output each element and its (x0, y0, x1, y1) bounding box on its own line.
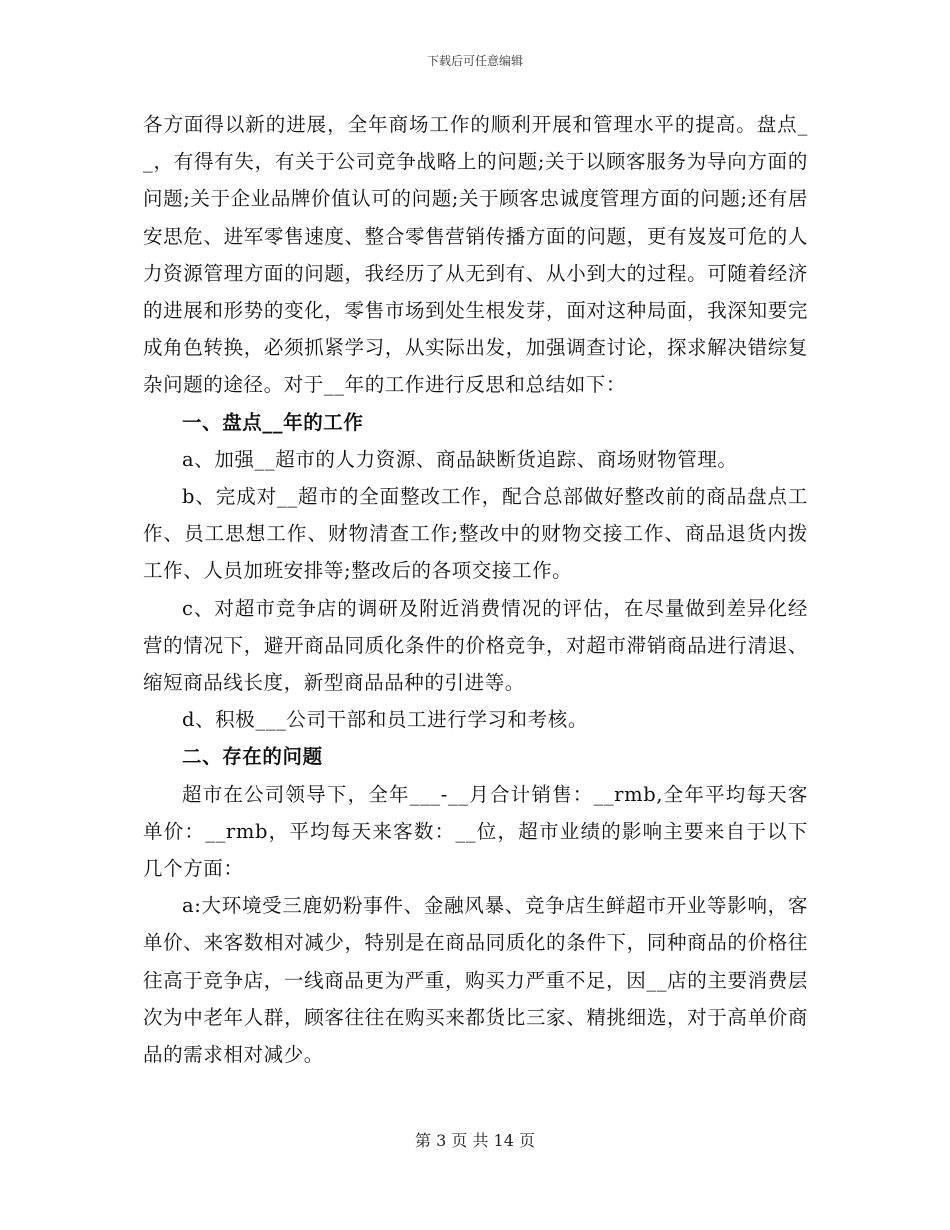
list-item-a: a、加强__超市的人力资源、商品缺断货追踪、商场财物管理。 (182, 447, 738, 471)
intro-paragraph: 各方面得以新的进展，全年商场工作的顺利开展和管理水平的提高。盘点__，有得有失，有关于公司竞争战略上的问题;关于以顾客服务为导向方面的问题;关于企业品牌价值认可的问题;关于顾客忠诚度管理方面的问题;还有居安思危、进军零售速度、整合零售营销传播方面的问题，更有岌岌可危的人力资源管理方面的问题，我经历了从无到有、从小到大的过程。可随着经济的进展和形势的变化，零售市场到处生根发芽，面对这种局面，我深知要完成角色转换，必须抓紧学习，从实际出发，加强调查讨论，探求解决错综复杂问题的途径。对于__年的工作进行反思和总结如下： (143, 113, 808, 397)
list-item-c: c、对超市竞争店的调研及附近消费情况的评估，在尽量做到差异化经营的情况下，避开商品同质化条件的价格竞争，对超市滞销商品进行清退、缩短商品线长度，新型商品品种的引进等。 (143, 596, 808, 695)
section-heading-review: 一、盘点__年的工作 (182, 410, 364, 434)
document-body (143, 106, 808, 1073)
page-header: 下载后可任意编辑 (426, 54, 523, 68)
problems-intro-paragraph: 超市在公司领导下，全年___-__月合计销售：__rmb,全年平均每天客单价：__rmb，平均每天来客数：__位，超市业绩的影响主要来自于以下几个方面： (143, 782, 808, 881)
list-item-b: b、完成对__超市的全面整改工作，配合总部做好整改前的商品盘点工作、员工思想工作、财物清查工作;整改中的财物交接工作、商品退货内拨工作、人员加班安排等;整改后的各项交接工作。 (143, 485, 808, 583)
page-number: 第 3 页 共 14 页 (415, 1131, 535, 1150)
section-heading-problems: 二、存在的问题 (182, 745, 323, 769)
list-item-d: d、积极___公司干部和员工进行学习和考核。 (182, 708, 588, 732)
problems-item-a: a:大环境受三鹿奶粉事件、金融风暴、竞争店生鲜超市开业等影响，客单价、来客数相对减少，特别是在商品同质化的条件下，同种商品的价格往往高于竞争店，一线商品更为严重，购买力严重不足，因__店的主要消费层次为中老年人群，顾客往往在购买来都货比三家、精挑细选，对于高单价商品的需求相对减少。 (143, 894, 808, 1067)
